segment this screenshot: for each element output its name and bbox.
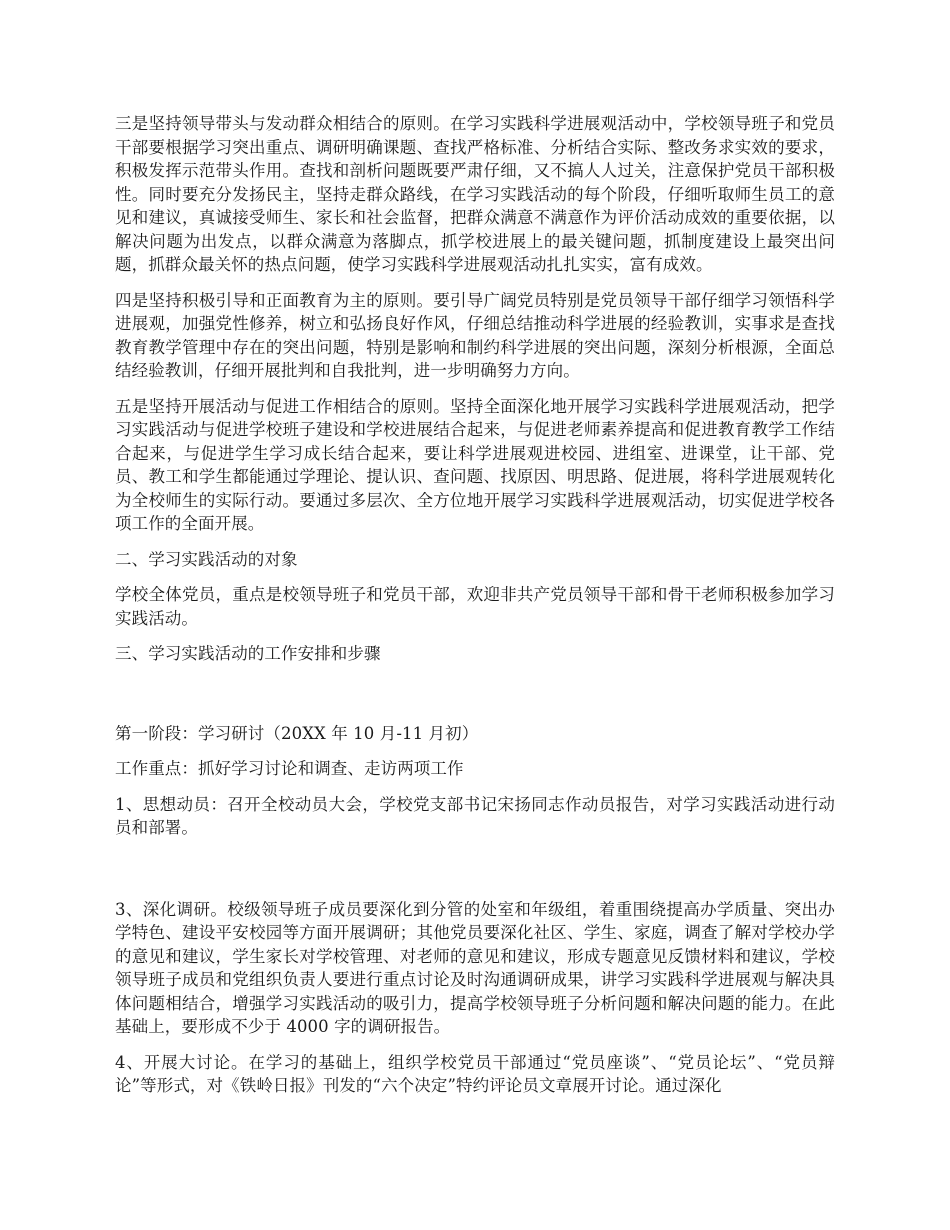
stage-one-heading: 第一阶段：学习研讨（20XX 年 10 月-11 月初） (115, 723, 479, 743)
work-focus-line: 工作重点：抓好学习讨论和调查、走访两项工作 (115, 759, 464, 778)
blank-spacer (115, 678, 835, 722)
item-discussion: 4、开展大讨论。在学习的基础上，组织学校党员干部通过“党员座谈”、“党员论坛”、“党员辩论”等形式，对《铁岭日报》刊发的“六个决定”特约评论员文章展开讨论。通过深化 (115, 1052, 835, 1095)
item-mobilization: 1、思想动员：召开全校动员大会，学校党支部书记宋扬同志作动员报告，对学习实践活动进行动员和部署。 (115, 794, 835, 837)
document-body (115, 112, 835, 1110)
item-research: 3、深化调研。校级领导班子成员要深化到分管的处室和年级组，着重围绕提高办学质量、突出办学特色、建设平安校园等方面开展调研；其他党员要深化社区、学生、家庭，调查了解对学校办学的意见和建议，学生家长对学校管理、对老师的意见和建议，形成专题意见反馈材料和建议，学校领导班子成员和党组织负责人要进行重点讨论及时沟通调研成果，讲学习实践科学进展观与解决具体问题相结合，增强学习实践活动的吸引力，提高学校领导班子分析问题和解决问题的能力。在此基础上，要形成不少于 4000 字的调研报告。 (115, 899, 835, 1036)
blank-spacer (115, 852, 835, 898)
paragraph-targets: 学校全体党员，重点是校领导班子和党员干部，欢迎非共产党员领导干部和骨干老师积极参加学习实践活动。 (115, 585, 835, 628)
paragraph-principle-four: 四是坚持积极引导和正面教育为主的原则。要引导广阔党员特别是党员领导干部仔细学习领悟科学进展观，加强党性修养，树立和弘扬良好作风，仔细总结推动科学进展的经验教训，实事求是查找教育教学管理中存在的突出问题，特别是影响和制约科学进展的突出问题，深刻分析根源，全面总结经验教训，仔细开展批判和自我批判，进一步明确努力方向。 (115, 290, 835, 380)
section-heading-arrangements: 三、学习实践活动的工作安排和步骤 (115, 644, 381, 663)
section-heading-targets: 二、学习实践活动的对象 (115, 549, 298, 569)
paragraph-principle-three: 三是坚持领导带头与发动群众相结合的原则。在学习实践科学进展观活动中，学校领导班子和党员干部要根据学习突出重点、调研明确课题、查找严格标准、分析结合实际、整改务求实效的要求，积极发挥示范带头作用。查找和剖析问题既要严肃仔细，又不搞人人过关，注意保护党员干部积极性。同时要充分发扬民主，坚持走群众路线，在学习实践活动的每个阶段，仔细听取师生员工的意见和建议，真诚接受师生、家长和社会监督，把群众满意不满意作为评价活动成效的重要依据，以解决问题为出发点，以群众满意为落脚点，抓学校进展上的最关键问题，抓制度建设上最突出问题，抓群众最关怀的热点问题，使学习实践科学进展观活动扎扎实实，富有成效。 (115, 114, 835, 274)
paragraph-principle-five: 五是坚持开展活动与促进工作相结合的原则。坚持全面深化地开展学习实践科学进展观活动，把学习实践活动与促进学校班子建设和学校进展结合起来，与促进老师素养提高和促进教育教学工作结合起来，与促进学生学习成长结合起来，要让科学进展观进校园、进组室、进课堂，让干部、党员、教工和学生都能通过学理论、提认识、查问题、找原因、明思路、促进展，将科学进展观转化为全校师生的实际行动。要通过多层次、全方位地开展学习实践科学进展观活动，切实促进学校各项工作的全面开展。 (115, 396, 835, 533)
